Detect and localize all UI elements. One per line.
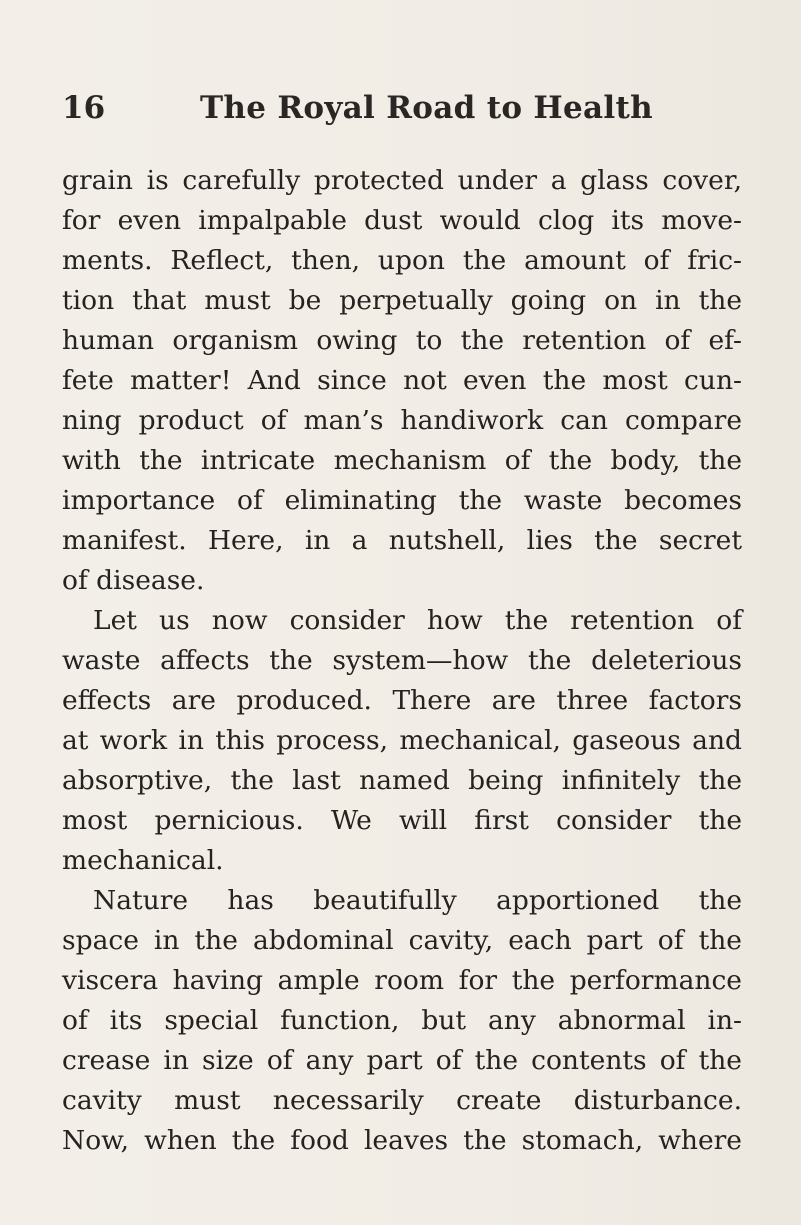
text-line: Nature has beautifully apportioned the bbox=[93, 885, 742, 916]
text-line: absorptive, the last named being infinitely the bbox=[62, 765, 742, 796]
text-line: of its special function, but any abnormal in- bbox=[62, 1005, 742, 1036]
text-line: grain is carefully protected under a glass cover, bbox=[62, 165, 742, 196]
text-line: with the intricate mechanism of the body, the bbox=[62, 445, 742, 476]
text-line: Let us now consider how the retention of bbox=[93, 605, 742, 636]
text-line: Now, when the food leaves the stomach, where bbox=[62, 1125, 742, 1156]
text-line: effects are produced. There are three factors bbox=[62, 685, 742, 716]
text-line: importance of eliminating the waste becomes bbox=[62, 485, 742, 516]
text-line: ning product of man’s handiwork can compare bbox=[62, 405, 742, 436]
text-line: at work in this process, mechanical, gaseous and bbox=[62, 725, 742, 756]
text-line: fete matter! And since not even the most cun- bbox=[62, 365, 742, 396]
running-title: The Royal Road to Health bbox=[200, 90, 653, 126]
text-line: space in the abdominal cavity, each part of the bbox=[62, 925, 742, 956]
text-line: tion that must be perpetually going on in the bbox=[62, 285, 742, 316]
text-line: crease in size of any part of the contents of the bbox=[62, 1045, 742, 1076]
text-line: waste affects the system—how the deleterious bbox=[62, 645, 742, 676]
text-line: manifest. Here, in a nutshell, lies the secret bbox=[62, 525, 742, 556]
text-line: ments. Reflect, then, upon the amount of fric- bbox=[62, 245, 742, 276]
running-head bbox=[62, 90, 742, 134]
text-line: of disease. bbox=[62, 565, 205, 596]
body-text bbox=[62, 161, 742, 1161]
text-line: for even impalpable dust would clog its move- bbox=[62, 205, 742, 236]
text-line: human organism owing to the retention of ef- bbox=[62, 325, 742, 356]
text-line: mechanical. bbox=[62, 845, 224, 876]
text-line: viscera having ample room for the performance bbox=[62, 965, 742, 996]
text-line: most pernicious. We will first consider the bbox=[62, 805, 742, 836]
text-line: cavity must necessarily create disturbance. bbox=[62, 1085, 742, 1116]
page-number: 16 bbox=[62, 90, 106, 126]
